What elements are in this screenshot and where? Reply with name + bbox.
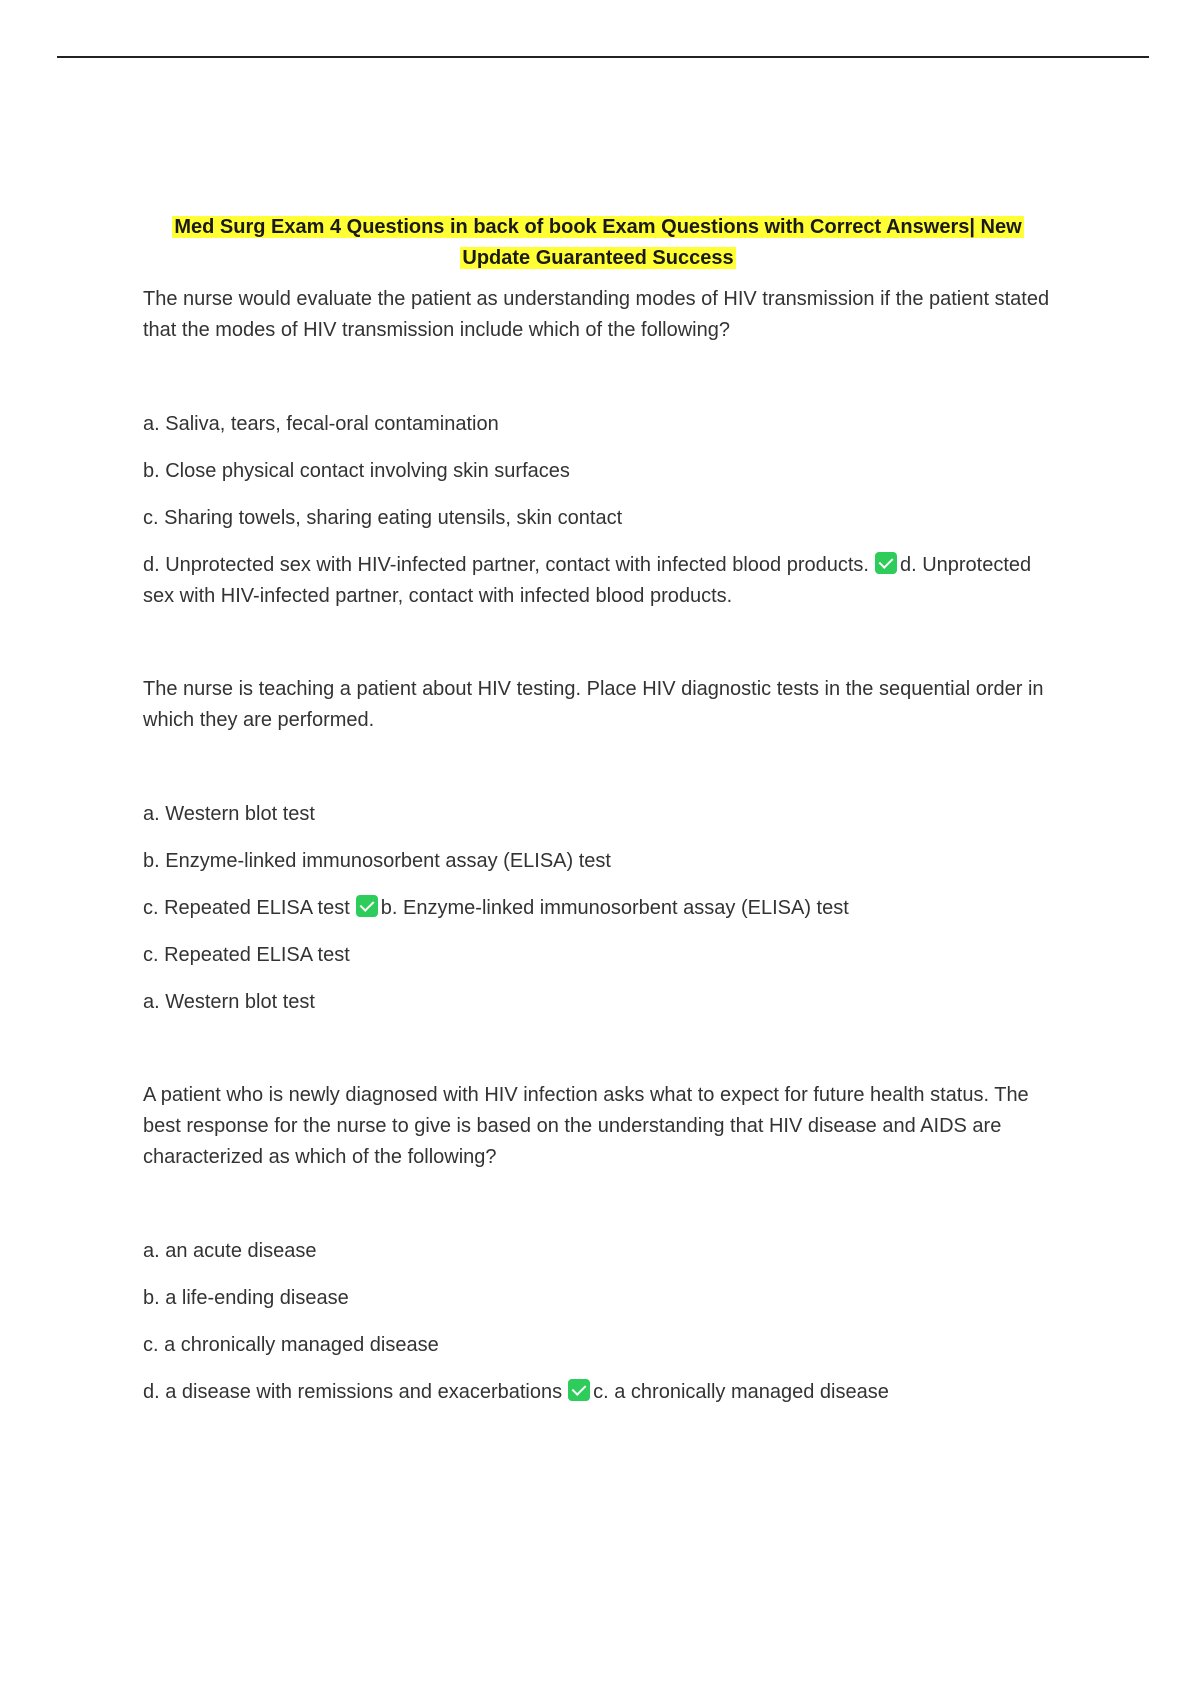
option-d-with-answer	[143, 1377, 1053, 1408]
option-a: a. Saliva, tears, fecal-oral contamination	[143, 413, 499, 435]
option-c: c. Repeated ELISA test	[143, 897, 350, 919]
option-b: b. Close physical contact involving skin surfaces	[143, 460, 570, 482]
option-b: b. a life-ending disease	[143, 1287, 349, 1309]
question-block-1	[143, 284, 1053, 612]
option-c: c. Sharing towels, sharing eating utensils, skin contact	[143, 507, 623, 529]
correct-answer: c. a chronically managed disease	[593, 1381, 889, 1403]
answer-sequence-line: a. Western blot test	[143, 991, 315, 1013]
document-body	[143, 212, 1053, 1408]
option-d-with-answer	[143, 550, 1053, 612]
option-c: c. a chronically managed disease	[143, 1334, 439, 1356]
top-rule	[57, 56, 1149, 58]
correct-answer: b. Enzyme-linked immunosorbent assay (ELISA) test	[380, 897, 849, 919]
question-block-2	[143, 674, 1053, 1018]
option-d: d. Unprotected sex with HIV-infected partner, contact with infected blood products.	[143, 554, 869, 576]
question-text: The nurse is teaching a patient about HIV testing. Place HIV diagnostic tests in the sequential order in which they are performed.	[143, 678, 1044, 731]
question-text: The nurse would evaluate the patient as understanding modes of HIV transmission if the patient stated that the modes of HIV transmission include which of the following?	[143, 288, 1050, 341]
option-d: d. a disease with remissions and exacerbations	[143, 1381, 563, 1403]
correct-answer: d. Unprotected sex with HIV-infected partner, contact with infected blood products.	[143, 554, 1032, 607]
question-text: A patient who is newly diagnosed with HIV infection asks what to expect for future health status. The best response for the nurse to give is based on the understanding that HIV disease and AIDS are characterized as which of the following?	[143, 1084, 1029, 1168]
option-a: a. an acute disease	[143, 1240, 317, 1262]
check-mark-icon	[875, 552, 897, 574]
check-mark-icon	[568, 1379, 590, 1401]
option-a: a. Western blot test	[143, 803, 315, 825]
document-title	[143, 212, 1053, 274]
option-b: b. Enzyme-linked immunosorbent assay (ELISA) test	[143, 850, 611, 872]
answer-sequence-line: c. Repeated ELISA test	[143, 944, 350, 966]
document-title-text: Med Surg Exam 4 Questions in back of book Exam Questions with Correct Answers| New Update Guaranteed Success	[174, 216, 1022, 269]
option-c-with-answer	[143, 893, 1053, 924]
check-mark-icon	[356, 895, 378, 917]
question-block-3	[143, 1080, 1053, 1408]
